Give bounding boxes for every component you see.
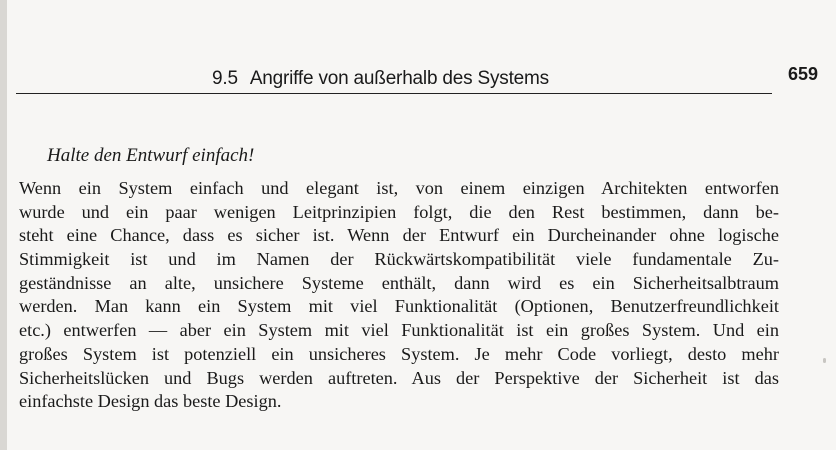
section-title-text: Angriffe von außerhalb des Systems — [249, 68, 549, 89]
paragraph-line: großes System ist potenziell ein unsicheres System. Je mehr Code vorliegt, desto mehr — [19, 343, 779, 364]
paragraph-line: werden. Man kann ein System mit viel Funktionalität (Optionen, Benutzerfreundlichkeit — [19, 296, 779, 317]
paragraph-line: Wenn ein System einfach und elegant ist, von einem einzigen Architekten entworfen — [19, 178, 779, 198]
body-paragraph — [19, 177, 779, 414]
scan-speck — [823, 358, 826, 363]
section-number: 9.5 — [212, 68, 238, 89]
page-number: 659 — [788, 64, 819, 84]
header-rule — [16, 93, 772, 94]
section-heading: Halte den Entwurf einfach! — [47, 145, 255, 166]
paragraph-line: etc.) entwerfen — aber ein System mit viel Funktionalität ist ein großes System. Und ein — [19, 320, 779, 341]
paragraph-line: geständnisse an alte, unsichere Systeme enthält, dann wird es ein Sicherheitsalbtraum — [19, 272, 779, 293]
section-title — [212, 68, 549, 90]
paragraph-line: Stimmigkeit ist und im Namen der Rückwärtskompatibilität viele fundamentale Zu- — [19, 249, 779, 270]
paragraph-line: wurde und ein paar wenigen Leitprinzipien folgt, die den Rest bestimmen, dann be- — [19, 201, 779, 222]
paragraph-line: Sicherheitslücken und Bugs werden auftreten. Aus der Perspektive der Sicherheit ist das — [19, 367, 779, 388]
paragraph-line: steht eine Chance, dass es sicher ist. Wenn der Entwurf ein Durcheinander ohne logische — [19, 225, 779, 246]
paragraph-line: einfachste Design das beste Design. — [19, 391, 282, 412]
running-header — [0, 64, 836, 98]
